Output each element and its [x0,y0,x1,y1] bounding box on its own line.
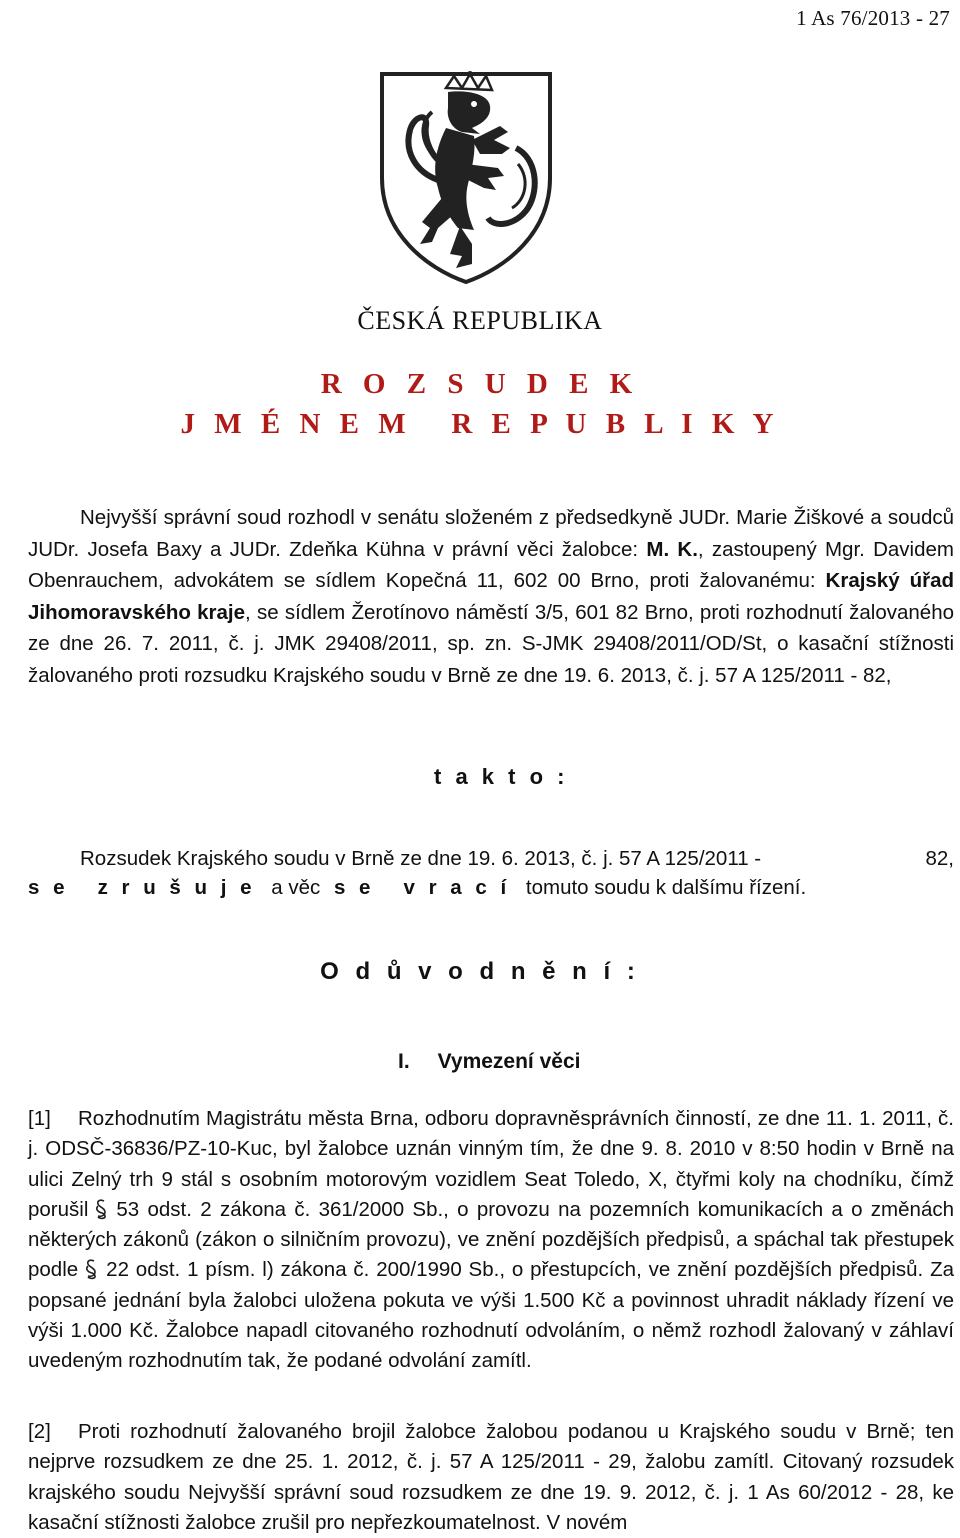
ruling-line-1 [28,844,954,873]
ruling-text-end: 82, [925,847,954,870]
ruling [28,844,954,902]
paragraph-text: 53 odst. 2 zákona č. 361/2000 Sb., o provozu na pozemních komunikacích a o změnách některých zákonů (zákon o silničním provozu), ve znění pozdějších předpisů, a spáchal tak přestupek podle [28,1197,954,1282]
section-sign-icon [94,1198,108,1220]
section-sign-icon [84,1258,98,1280]
ruling-zrusuje: s e z r u š u j e [28,876,256,899]
reasoning-heading: O d ů v o d n ě n í : [320,958,640,985]
section-number: I. [398,1050,410,1073]
ruling-vraci: s e v r a c í [333,876,511,899]
czech-lion-coat-of-arms-icon [376,68,556,288]
case-number: 1 As 76/2013 - 27 [796,6,950,30]
country-name: ČESKÁ REPUBLIKA [357,306,603,335]
plaintiff-name: M. K. [646,537,698,561]
ruling-end: tomuto soudu k dalšímu řízení. [525,876,807,899]
paragraph-1 [28,1104,954,1377]
paragraph-text: Proti rozhodnutí žalovaného brojil žalobce žalobou podanou u Krajského soudu v Brně; ten nejprve rozsudkem ze dne 25. 1. 2012, č. j. 57 A 125/2011 - 29, žalobu zamítl. Citovaný rozsudek krajského soudu Nejvyšší správní soud rozsudkem ze dne 19. 9. 2012, č. j. 1 As 60/2012 - 28, ke kasační stížnosti žalobce zrušil pro nepřezkoumatelnost. V novém [28,1420,954,1534]
preamble-text-3: , se sídlem Žerotínovo náměstí 3/5, 601 82 Brno, proti rozhodnutí žalovaného ze dne 26. 7. 2011, č. j. JMK 29408/2011, sp. zn. S-JMK 29408/2011/OD/St, o kasační stížnosti žalovaného proti rozsudku Krajského soudu v Brně ze dne 19. 6. 2013, č. j. 57 A 125/2011 - 82, [28,600,954,687]
section-heading [398,1050,580,1074]
defendant-name: Krajský úřad Jihomoravského kraje [28,569,954,624]
judgment-subtitle: J M É N E M R E P U B L I K Y [180,408,780,440]
paragraph-text: 22 odst. 1 písm. l) zákona č. 200/1990 Sb., o přestupcích, ve znění pozdějších předpisů. Za popsané jednání byla žalobci uložena pokuta ve výši 1.500 Kč a povinnost uhradit náklady řízení ve výši 1.000 Kč. Žalobce napadl citovaného rozhodnutí odvoláním, o němž rozhodl žalovaný v záhlaví uvedeným rozhodnutím tak, že podané odvolání zamítl. [28,1258,954,1373]
judgment-title: R O Z S U D E K [320,368,640,400]
preamble-text-1: Nejvyšší správní soud rozhodl v senátu složeném z předsedkyně JUDr. Marie Žiškové a soudců JUDr. Josefa Baxy a JUDr. Zdeňka Kühna v právní věci žalobce: [28,506,954,561]
paragraph-text: Rozhodnutím Magistrátu města Brna, odboru dopravněsprávních činností, ze dne 11. 1. 2011, č. j. ODSČ-36836/PZ-10-Kuc, byl žalobce uznán vinným tím, že dne 9. 8. 2010 v 8:50 hodin v Brně na ulici Zelný trh 9 stál s osobním motorovým vozidlem Seat Toledo, X, čtyřmi koly na chodníku, čímž porušil [28,1107,954,1221]
paragraph-number: [1] [28,1107,51,1130]
paragraph-number: [2] [28,1420,51,1443]
section-title: Vymezení věci [437,1050,581,1073]
ruling-line-2 [28,873,954,902]
verdict-preamble [28,502,954,692]
ruling-mid: a věc [271,876,321,899]
preamble-text-2: , zastoupený Mgr. Davidem Obenrauchem, advokátem se sídlem Kopečná 11, 602 00 Brno, proti žalovanému: [28,537,954,593]
paragraph-2 [28,1417,954,1538]
takto-heading: t a k t o : [434,764,569,789]
ruling-text: Rozsudek Krajského soudu v Brně ze dne 19. 6. 2013, č. j. 57 A 125/2011 - [80,847,762,870]
